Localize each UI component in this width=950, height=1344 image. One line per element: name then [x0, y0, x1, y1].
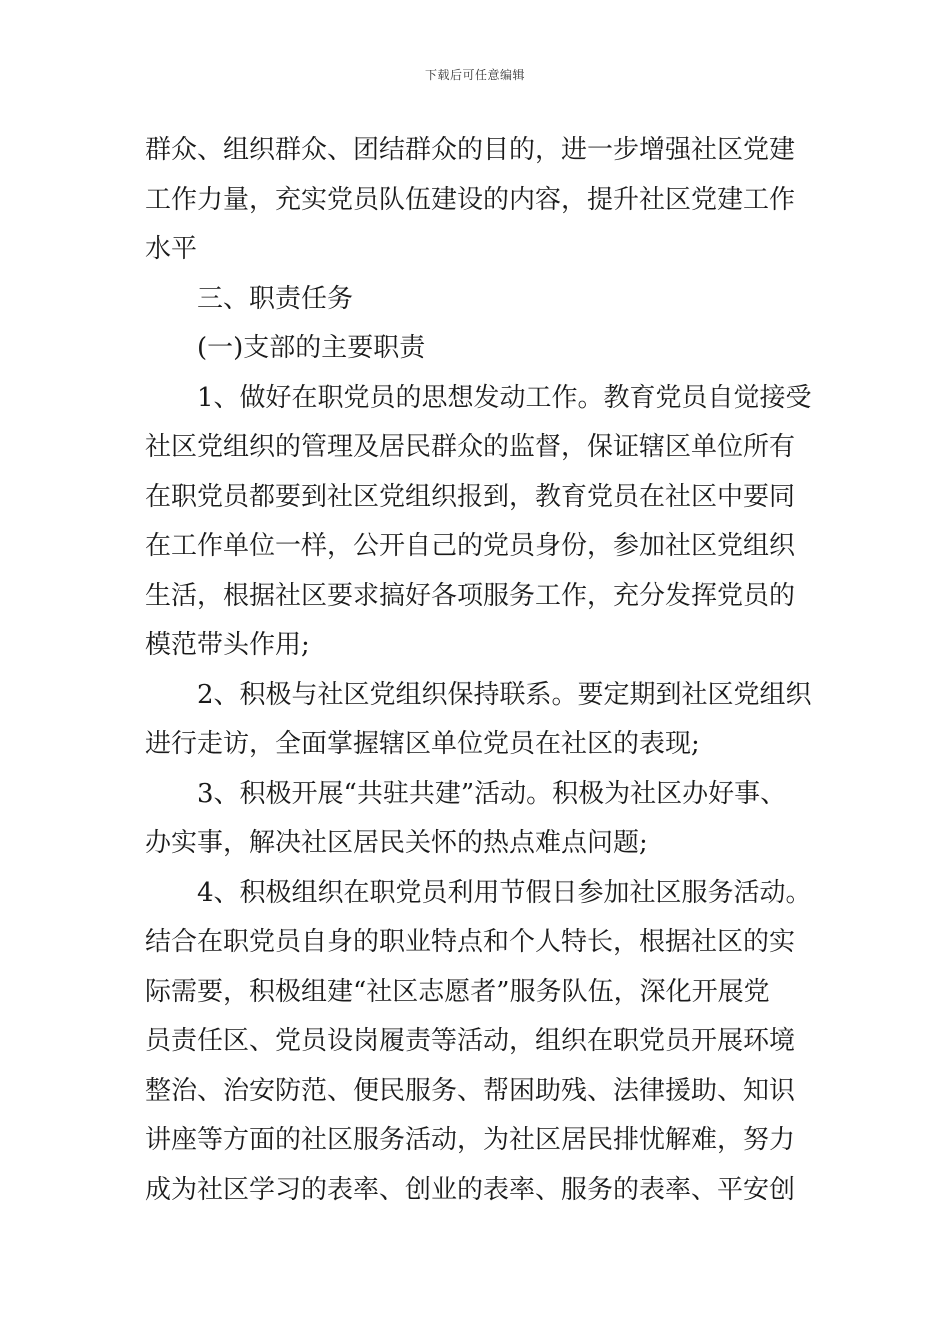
text-line: 3、积极开展“共驻共建”活动。积极为社区办好事、: [197, 778, 787, 809]
section-heading: 三、职责任务: [197, 283, 354, 314]
text-line: 群众、组织群众、团结群众的目的，进一步增强社区党建: [145, 135, 796, 165]
subsection-heading: (一)支部的主要职责: [197, 333, 426, 363]
text-line: 讲座等方面的社区服务活动，为社区居民排忧解难，努力: [145, 1125, 796, 1155]
text-line: 工作力量，充实党员队伍建设的内容，提升社区党建工作: [145, 184, 796, 215]
text-line: 水平: [145, 234, 198, 264]
text-line: 2、积极与社区党组织保持联系。要定期到社区党组织: [197, 679, 812, 710]
text-line: 进行走访，全面掌握辖区单位党员在社区的表现;: [145, 729, 700, 759]
text-line: 员责任区、党员设岗履责等活动，组织在职党员开展环境: [145, 1026, 796, 1056]
text-line: 模范带头作用;: [145, 630, 310, 660]
text-line: 结合在职党员自身的职业特点和个人特长，根据社区的实: [145, 927, 796, 957]
text-line: 际需要，积极组建“社区志愿者”服务队伍，深化开展党: [145, 976, 770, 1007]
text-line: 在工作单位一样，公开自己的党员身份，参加社区党组织: [145, 531, 796, 561]
text-line: 1、做好在职党员的思想发动工作。教育党员自觉接受: [197, 382, 812, 413]
page-header: 下载后可任意编辑: [424, 68, 525, 82]
text-line: 社区党组织的管理及居民群众的监督，保证辖区单位所有: [145, 432, 796, 462]
text-line: 4、积极组织在职党员利用节假日参加社区服务活动。: [197, 877, 812, 908]
text-line: 在职党员都要到社区党组织报到，教育党员在社区中要同: [145, 481, 796, 512]
text-line: 整治、治安防范、便民服务、帮困助残、法律援助、知识: [145, 1075, 796, 1106]
text-line: 办实事，解决社区居民关怀的热点难点问题;: [145, 828, 648, 858]
text-line: 生活，根据社区要求搞好各项服务工作，充分发挥党员的: [145, 580, 796, 611]
document-body: [145, 126, 812, 1215]
text-line: 成为社区学习的表率、创业的表率、服务的表率、平安创: [145, 1174, 796, 1205]
